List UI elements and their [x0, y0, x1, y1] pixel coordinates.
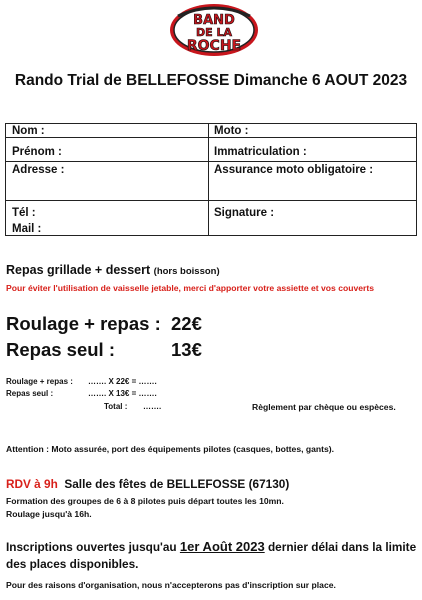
- calc-total-value[interactable]: …….: [143, 402, 162, 411]
- adresse-field[interactable]: Adresse :: [12, 164, 65, 176]
- repas-title: Repas grillade + dessert: [6, 263, 151, 277]
- payment-note: Règlement par chèque ou espèces.: [252, 402, 396, 412]
- club-logo: [168, 2, 260, 58]
- formation-note: Formation des groupes de 6 à 8 pilotes puis départ toutes les 10mn.: [6, 496, 284, 506]
- roulage-repas-price: 22€: [171, 313, 202, 334]
- prenom-field[interactable]: Prénom :: [12, 146, 62, 158]
- rdv-time: RDV à 9h: [6, 477, 58, 491]
- rdv-line: [6, 477, 289, 491]
- inscriptions-before: Inscriptions ouvertes jusqu'au: [6, 540, 177, 554]
- moto-field[interactable]: Moto :: [214, 125, 249, 137]
- raisons-note: Pour des raisons d'organisation, nous n'accepterons pas d'inscription sur place.: [6, 580, 336, 590]
- repas-heading: [6, 263, 220, 277]
- inscriptions-after: dernier délai dans la limite des places disponibles.: [6, 540, 417, 571]
- signature-field[interactable]: Signature :: [214, 207, 275, 219]
- repas-note: Pour éviter l'utilisation de vaisselle jetable, merci d'apporter votre assiette et vos couverts: [6, 283, 375, 293]
- repas-seul-label: Repas seul :: [6, 339, 115, 360]
- repas-seul-price: 13€: [171, 339, 202, 360]
- form-divider-vertical: [208, 124, 209, 235]
- page-title: Rando Trial de BELLEFOSSE Dimanche 6 AOUT 2023: [14, 72, 408, 89]
- logo-line1: BAND: [193, 13, 235, 28]
- roulage-note: Roulage jusqu'à 16h.: [6, 509, 92, 519]
- assurance-field[interactable]: Assurance moto obligatoire :: [214, 164, 374, 176]
- logo-line3: ROCHE: [186, 38, 242, 54]
- mail-field[interactable]: Mail :: [12, 223, 42, 235]
- calc-roulage-value[interactable]: ……. X 22€ = …….: [88, 377, 157, 386]
- nom-field[interactable]: Nom :: [12, 125, 45, 137]
- calc-total-label: Total :: [104, 402, 128, 411]
- calc-repas-label: Repas seul :: [6, 389, 54, 398]
- rdv-place: Salle des fêtes de BELLEFOSSE (67130): [64, 477, 290, 491]
- roulage-repas-label: Roulage + repas :: [6, 313, 161, 334]
- calc-roulage-label: Roulage + repas :: [6, 377, 73, 386]
- form-divider: [6, 161, 416, 162]
- inscriptions-date: 1er Août 2023: [179, 539, 265, 554]
- registration-form: [5, 123, 417, 236]
- tel-field[interactable]: Tél :: [12, 207, 36, 219]
- form-divider: [6, 137, 416, 138]
- form-divider: [6, 200, 416, 201]
- repas-title-note: (hors boisson): [153, 266, 220, 277]
- calc-repas-value[interactable]: ……. X 13€ = …….: [88, 389, 157, 398]
- logo-line2: DE LA: [196, 26, 232, 39]
- inscriptions-note: [6, 538, 418, 573]
- attention-note: Attention : Moto assurée, port des équipements pilotes (casques, bottes, gants).: [6, 444, 335, 454]
- immatriculation-field[interactable]: Immatriculation :: [214, 146, 307, 158]
